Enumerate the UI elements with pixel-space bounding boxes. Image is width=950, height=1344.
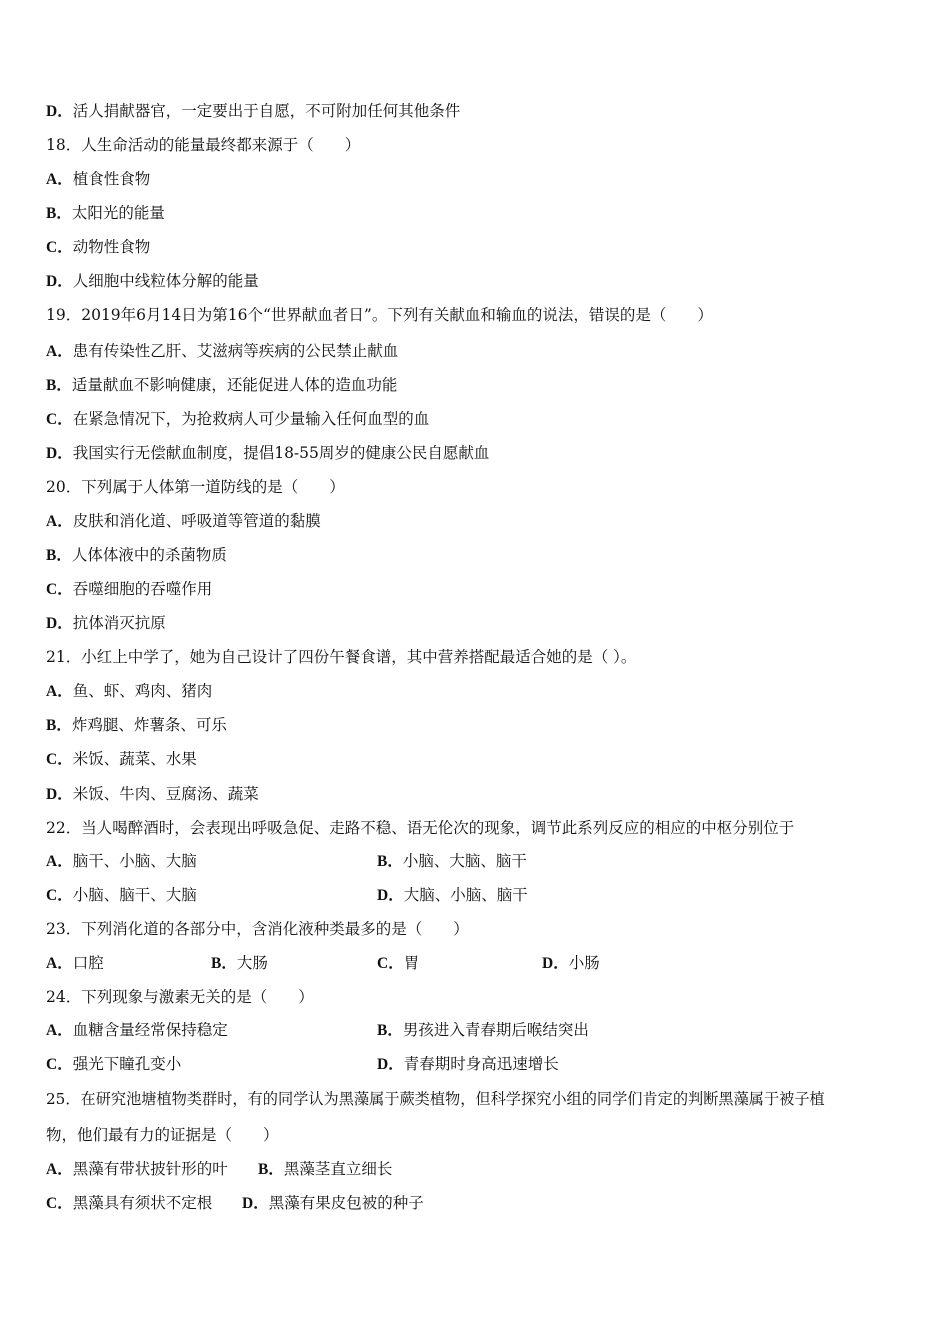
option-letter: C．: [46, 1056, 73, 1073]
option-text: 抗体消灭抗原: [72, 614, 166, 632]
q22-option-d: [377, 885, 528, 906]
option-letter: C．: [46, 887, 73, 904]
option-letter: C．: [46, 751, 73, 768]
option-text: 患有传染性乙肝、艾滋病等疾病的公民禁止献血: [72, 342, 399, 360]
q23-option-c: [377, 953, 419, 974]
q20-option-a: [46, 511, 321, 532]
option-text: 太阳光的能量: [71, 204, 165, 222]
q18-option-a: [46, 169, 150, 190]
q23-option-a: [46, 953, 104, 974]
option-text: 鱼、虾、鸡肉、猪肉: [72, 682, 213, 700]
q21-option-c: [46, 749, 197, 770]
option-letter: D．: [242, 1195, 269, 1212]
option-text: 皮肤和消化道、呼吸道等管道的黏膜: [72, 512, 321, 530]
option-text: 炸鸡腿、炸薯条、可乐: [71, 716, 227, 734]
q18-option-b: [46, 203, 165, 224]
q21-option-d: [46, 784, 259, 805]
option-letter: D．: [46, 273, 73, 290]
q21-option-b: [46, 715, 227, 736]
option-letter: C．: [46, 411, 73, 428]
question-20-stem: 20．下列属于人体第一道防线的是（ ）: [46, 478, 345, 496]
option-letter: A．: [46, 343, 73, 360]
option-letter: B．: [46, 377, 72, 394]
option-letter: D．: [46, 445, 73, 462]
option-d-prev: [46, 101, 460, 122]
option-text: 脑干、小脑、大脑: [72, 852, 197, 870]
option-text: 活人捐献器官，一定要出于自愿，不可附加任何其他条件: [72, 102, 461, 120]
option-letter: B．: [46, 205, 72, 222]
option-letter: D．: [46, 786, 73, 803]
q18-option-c: [46, 237, 150, 258]
option-text: 大肠: [236, 954, 268, 972]
option-letter: D．: [46, 615, 73, 632]
option-letter: A．: [46, 683, 73, 700]
option-text: 吞噬细胞的吞噬作用: [72, 580, 213, 598]
option-text: 米饭、牛肉、豆腐汤、蔬菜: [72, 785, 259, 803]
option-letter: D．: [377, 887, 404, 904]
q23-option-d: [542, 953, 600, 974]
option-text: 适量献血不影响健康，还能促进人体的造血功能: [71, 376, 398, 394]
option-letter: C．: [377, 955, 404, 972]
option-text: 黑藻有果皮包被的种子: [268, 1194, 424, 1212]
option-letter: D．: [542, 955, 569, 972]
option-letter: D．: [377, 1056, 404, 1073]
q24-option-c: [46, 1054, 181, 1075]
option-text: 口腔: [72, 954, 104, 972]
q20-option-d: [46, 613, 166, 634]
q20-option-b: [46, 545, 227, 566]
option-text: 强光下瞳孔变小: [72, 1055, 182, 1073]
option-text: 大脑、小脑、脑干: [403, 886, 528, 904]
question-21-stem: 21．小红上中学了，她为自己设计了四份午餐食谱，其中营养搭配最适合她的是（ ）。: [46, 648, 637, 666]
option-letter: B．: [377, 853, 403, 870]
option-text: 黑藻有带状披针形的叶: [72, 1160, 228, 1178]
option-letter: A．: [46, 955, 73, 972]
option-letter: A．: [46, 1022, 73, 1039]
option-letter: C．: [46, 581, 73, 598]
option-letter: D．: [46, 103, 73, 120]
option-letter: C．: [46, 1195, 73, 1212]
option-letter: B．: [46, 717, 72, 734]
question-23-stem: 23．下列消化道的各部分中，含消化液种类最多的是（ ）: [46, 920, 469, 938]
option-letter: B．: [46, 547, 72, 564]
q25-option-d: [242, 1193, 424, 1214]
option-text: 人体体液中的杀菌物质: [71, 546, 227, 564]
option-text: 黑藻具有须状不定根: [72, 1194, 213, 1212]
option-text: 植食性食物: [72, 170, 151, 188]
q23-option-b: [211, 953, 268, 974]
option-letter: B．: [258, 1161, 284, 1178]
q24-option-a: [46, 1020, 228, 1041]
q22-option-c: [46, 885, 197, 906]
q19-option-c: [46, 409, 429, 430]
q19-option-d: [46, 443, 489, 464]
option-letter: B．: [377, 1022, 403, 1039]
q25-option-c: [46, 1193, 212, 1214]
q25-option-b: [258, 1159, 392, 1180]
question-18-stem: 18．人生命活动的能量最终都来源于（ ）: [46, 136, 361, 154]
option-text: 黑藻茎直立细长: [283, 1160, 393, 1178]
option-text: 小肠: [568, 954, 600, 972]
option-letter: A．: [46, 853, 73, 870]
q18-option-d: [46, 271, 259, 292]
option-text: 血糖含量经常保持稳定: [72, 1021, 228, 1039]
option-text: 我国实行无偿献血制度，提倡18-55周岁的健康公民自愿献血: [72, 444, 490, 462]
option-text: 胃: [403, 954, 420, 972]
question-19-stem: 19．2019年6月14日为第16个“世界献血者日”。下列有关献血和输血的说法，错误的是（ ）: [46, 306, 713, 324]
option-text: 人细胞中线粒体分解的能量: [72, 272, 259, 290]
option-letter: A．: [46, 171, 73, 188]
option-text: 男孩进入青春期后喉结突出: [402, 1021, 589, 1039]
question-25-stem-line1: 25．在研究池塘植物类群时，有的同学认为黑藻属于蕨类植物，但科学探究小组的同学们肯定的判断黑藻属于被子植: [46, 1090, 825, 1108]
option-letter: A．: [46, 1161, 73, 1178]
q24-option-b: [377, 1020, 589, 1041]
question-25-stem-line2: 物，他们最有力的证据是（ ）: [46, 1126, 279, 1144]
q19-option-a: [46, 341, 398, 362]
option-text: 动物性食物: [72, 238, 151, 256]
q22-option-a: [46, 851, 197, 872]
q19-option-b: [46, 375, 397, 396]
option-letter: C．: [46, 239, 73, 256]
q20-option-c: [46, 579, 212, 600]
q21-option-a: [46, 681, 212, 702]
q25-option-a: [46, 1159, 228, 1180]
q22-option-b: [377, 851, 527, 872]
option-text: 青春期时身高迅速增长: [403, 1055, 559, 1073]
question-22-stem: 22．当人喝醉酒时，会表现出呼吸急促、走路不稳、语无伦次的现象，调节此系列反应的相应的中枢分别位于: [46, 819, 795, 837]
option-text: 小脑、大脑、脑干: [402, 852, 527, 870]
option-text: 在紧急情况下，为抢救病人可少量输入任何血型的血: [72, 410, 430, 428]
q24-option-d: [377, 1054, 559, 1075]
option-text: 米饭、蔬菜、水果: [72, 750, 197, 768]
question-24-stem: 24．下列现象与激素无关的是（ ）: [46, 988, 314, 1006]
option-letter: A．: [46, 513, 73, 530]
option-letter: B．: [211, 955, 237, 972]
option-text: 小脑、脑干、大脑: [72, 886, 197, 904]
